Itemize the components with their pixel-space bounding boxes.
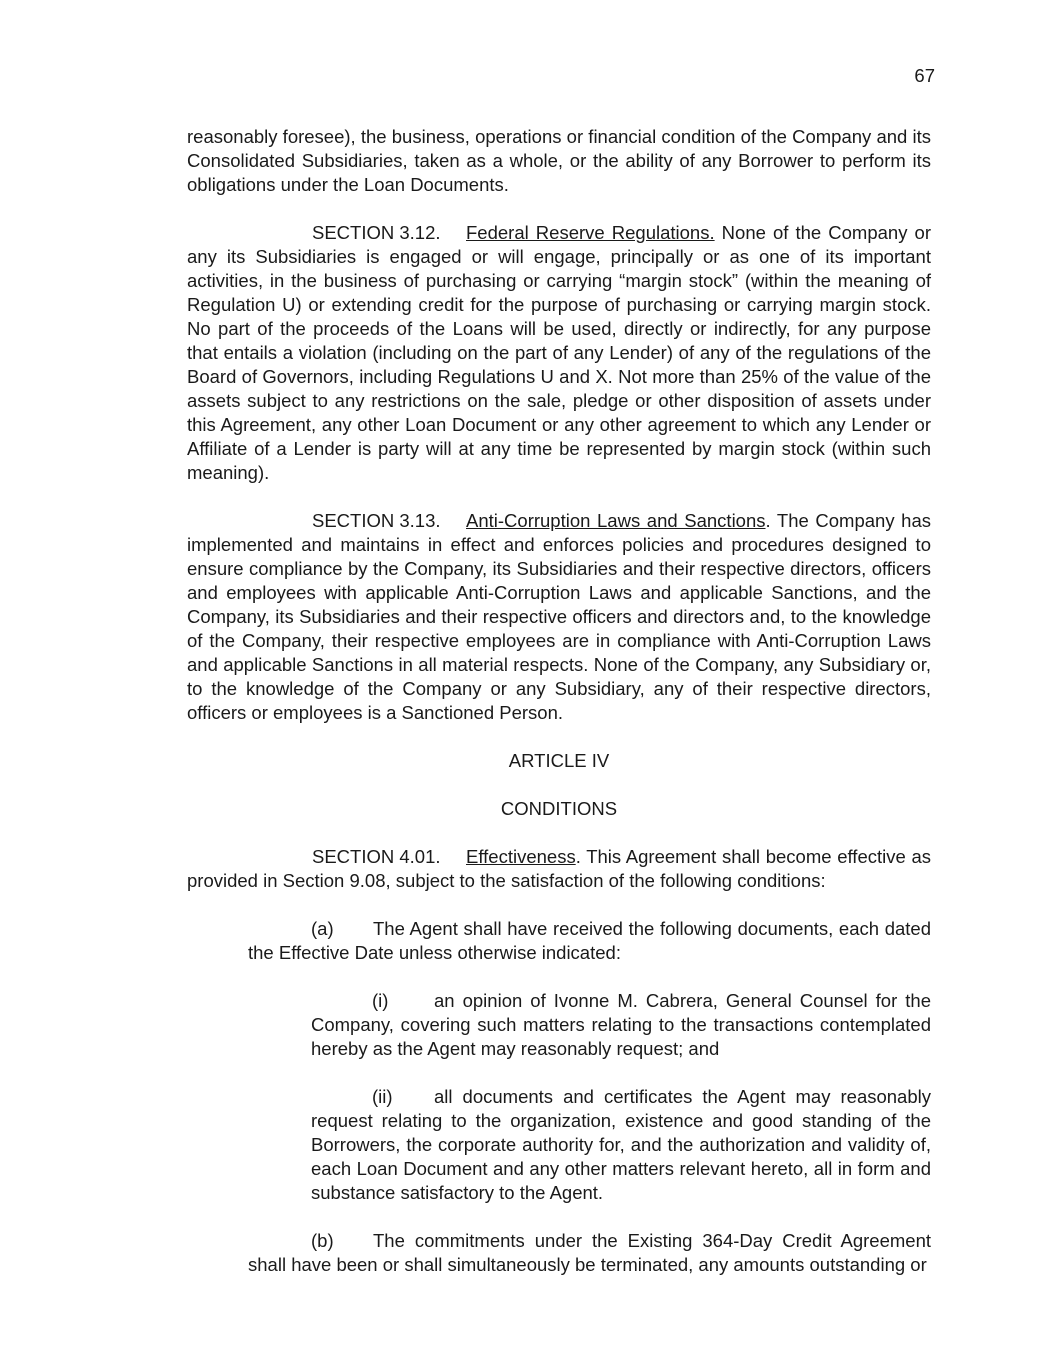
section-4-01-label: SECTION 4.01. xyxy=(312,846,441,867)
section-3-13-title: Anti-Corruption Laws and Sanctions xyxy=(466,510,766,531)
document-body xyxy=(187,125,931,1301)
clause-b-label: (b) xyxy=(311,1230,334,1251)
clause-b-text: The commitments under the Existing 364-Day Credit Agreement shall have been or shall simultaneously be terminated, any amounts outstanding or xyxy=(248,1230,931,1275)
clause-a-i-text: an opinion of Ivonne M. Cabrera, General Counsel for the Company, covering such matters relating to the transactions contemplated hereby as the Agent may reasonably request; and xyxy=(311,990,931,1059)
clause-a xyxy=(248,917,931,965)
section-3-13-label: SECTION 3.13. xyxy=(312,510,441,531)
section-3-13 xyxy=(187,509,931,725)
section-3-12 xyxy=(187,221,931,485)
clause-a-ii-label: (ii) xyxy=(372,1086,393,1107)
clause-b xyxy=(248,1229,931,1277)
section-4-01 xyxy=(187,845,931,893)
section-3-12-label: SECTION 3.12. xyxy=(312,222,441,243)
article-heading: ARTICLE IV xyxy=(508,750,610,771)
article-title: CONDITIONS xyxy=(500,798,618,819)
intro-paragraph: reasonably foresee), the business, operations or financial condition of the Company and its Consolidated Subsidiaries, taken as a whole, or the ability of any Borrower to perform its obligations under the Loan Documents. xyxy=(187,126,931,195)
clause-a-i-label: (i) xyxy=(372,990,389,1011)
clause-a-i xyxy=(311,989,931,1061)
section-4-01-text: . This Agreement shall become effective as provided in Section 9.08, subject to the satisfaction of the following conditions: xyxy=(187,846,931,891)
clause-a-ii xyxy=(311,1085,931,1205)
section-3-12-text: None of the Company or any its Subsidiaries is engaged or will engage, principally or as one of its important activities, in the business of purchasing or carrying “margin stock” (within the meaning of Regulation U) or extending credit for the purpose of purchasing or carrying margin stock. No part of the proceeds of the Loans will be used, directly or indirectly, for any purpose that entails a violation (including on the part of any Lender) of any of the regulations of the Board of Governors, including Regulations U and X. Not more than 25% of the value of the assets subject to any restrictions on the sale, pledge or other disposition of assets under this Agreement, any other Loan Document or any other agreement to which any Lender or Affiliate of a Lender is party will at any time be represented by margin stock (within such meaning). xyxy=(187,222,931,483)
section-3-12-title: Federal Reserve Regulations. xyxy=(466,222,715,243)
clause-a-text: The Agent shall have received the following documents, each dated the Effective Date unless otherwise indicated: xyxy=(248,918,931,963)
page-number: 67 xyxy=(914,65,935,86)
clause-a-ii-text: all documents and certificates the Agent may reasonably request relating to the organization, existence and good standing of the Borrowers, the corporate authority for, and the authorization and validity of, each Loan Document and any other matters relevant hereto, all in form and substance satisfactory to the Agent. xyxy=(311,1086,931,1203)
section-3-13-text: . The Company has implemented and maintains in effect and enforces policies and procedures designed to ensure compliance by the Company, its Subsidiaries and their respective directors, officers and employees with applicable Anti-Corruption Laws and applicable Sanctions, and the Company, its Subsidiaries and their respective officers and directors and, to the knowledge of the Company, their respective employees are in compliance with Anti-Corruption Laws and applicable Sanctions in all material respects. None of the Company, any Subsidiary or, to the knowledge of the Company or any Subsidiary, any of their respective directors, officers or employees is a Sanctioned Person. xyxy=(187,510,931,723)
section-4-01-title: Effectiveness xyxy=(466,846,576,867)
clause-a-label: (a) xyxy=(311,918,334,939)
